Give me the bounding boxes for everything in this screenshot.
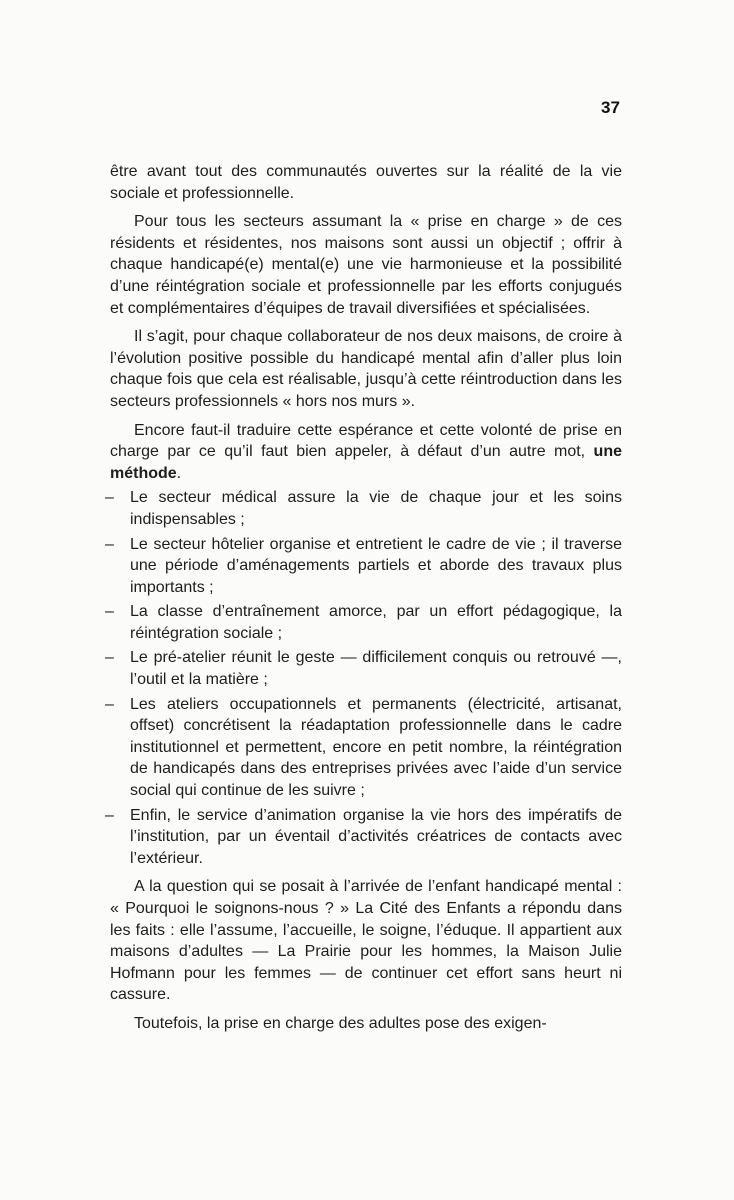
list-item [105, 487, 622, 530]
paragraph-4 [110, 420, 622, 485]
paragraph-1: être avant tout des communautés ouvertes sur la réalité de la vie sociale et professionnelle. [110, 163, 622, 202]
list-dash: – [105, 695, 114, 713]
list-item-text: Le secteur hôtelier organise et entretient le cadre de vie ; il traverse une période d’aménagements partiels et aborde des travaux plus importants ; [130, 535, 622, 596]
list-item-text: Les ateliers occupationnels et permanents (électricité, artisanat, offset) concrétisent la réadaptation professionnelle dans le cadre institutionnel et permettent, encore en petit nombre, la réintégration de handicapés dans des entreprises privées avec l’aide d’un service social qui continue de les suivre ; [130, 695, 622, 800]
list-item [105, 601, 622, 644]
list-item [105, 647, 622, 690]
paragraph-4-text: Encore faut-il traduire cette espérance et cette volonté de prise en charge par ce qu’il faut bien appeler, à défaut d’un autre mot, [110, 421, 622, 461]
list-item [105, 805, 622, 870]
list-item [105, 534, 622, 599]
body-text [105, 161, 622, 1035]
list-dash: – [105, 649, 114, 667]
paragraph-2: Pour tous les secteurs assumant la « prise en charge » de ces résidents et résidentes, nos maisons sont aussi un objectif ; offrir à chaque handicapé(e) mental(e) une vie harmonieuse et la possibilité d’une réintégration sociale et professionnelle par les efforts conjugués et complémentaires d’équipes de travail diversifiées et spécialisées. [110, 213, 622, 317]
paragraph-4-emphasis: une méthode [110, 443, 622, 482]
list-dash: – [105, 603, 114, 621]
list-dash: – [105, 535, 114, 553]
list-item [105, 694, 622, 802]
list-item-text: Le secteur médical assure la vie de chaque jour et les soins indispensables ; [130, 489, 622, 528]
list-item-text: Le pré-atelier réunit le geste — difficilement conquis ou retrouvé —, l’outil et la matière ; [130, 649, 622, 689]
list-item-text: La classe d’entraînement amorce, par un effort pédagogique, la réintégration sociale ; [130, 603, 622, 642]
paragraph-3: Il s’agit, pour chaque collaborateur de nos deux maisons, de croire à l’évolution positive possible du handicapé mental afin d’aller plus loin chaque fois que cela est réalisable, jusqu’à cette réintroduction dans les secteurs professionnels « hors nos murs ». [110, 328, 622, 410]
page-number: 37 [601, 98, 620, 117]
list-item-text: Enfin, le service d’animation organise la vie hors des impératifs de l’institution, par un éventail d’activités créatrices de contacts avec l’extérieur. [130, 806, 622, 867]
list-dash: – [105, 806, 114, 824]
paragraph-5: A la question qui se posait à l’arrivée de l’enfant handicapé mental : « Pourquoi le soignons-nous ? » La Cité des Enfants a répondu dans les faits : elle l’assume, l’accueille, le soigne, l’éduque. Il appartient aux maisons d’adultes — La Prairie pour les hommes, la Maison Julie Hofmann pour les femmes — de continuer cet effort sans heurt ni cassure. [110, 878, 622, 1004]
list-dash: – [105, 489, 114, 507]
sector-list [105, 487, 622, 869]
paragraph-6: Toutefois, la prise en charge des adultes pose des exigen- [134, 1014, 547, 1032]
paragraph-4-end: . [176, 464, 182, 482]
